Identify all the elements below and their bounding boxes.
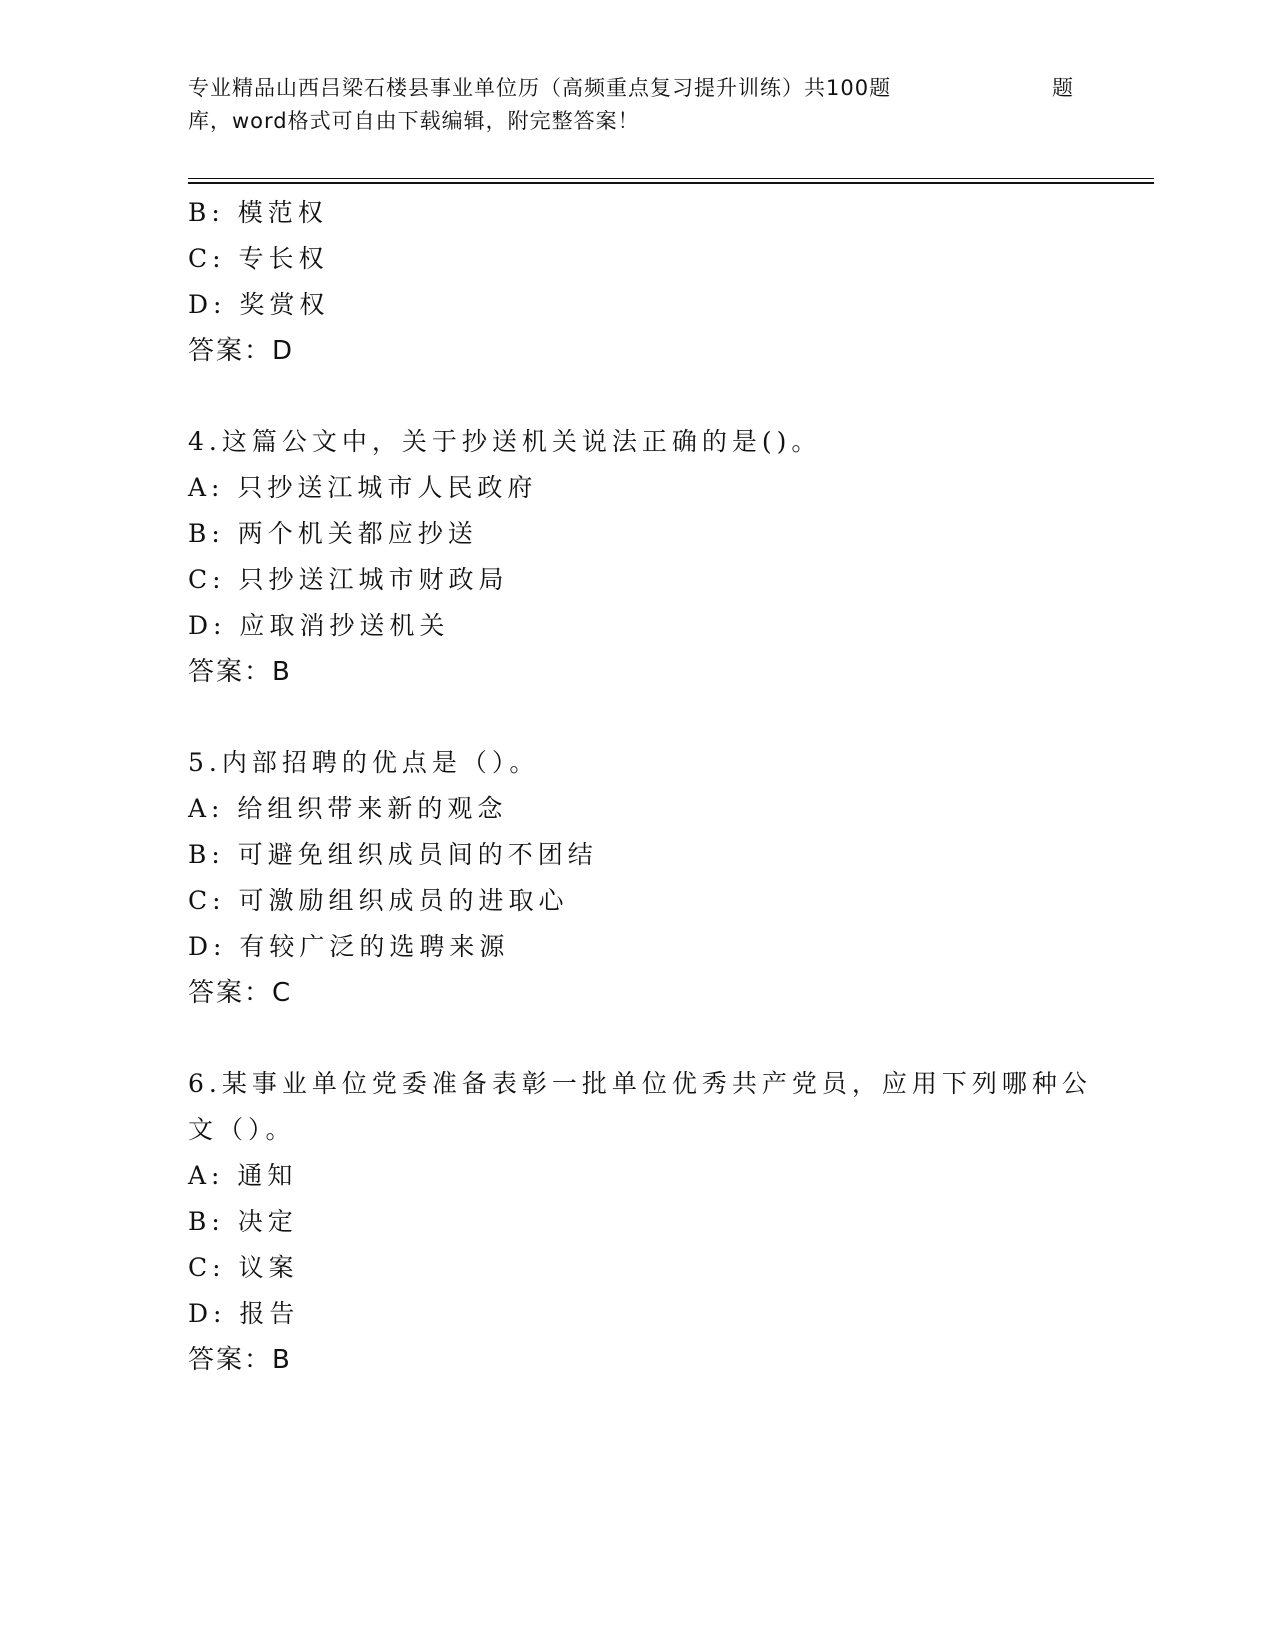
option-c: C: 专长权 xyxy=(188,244,329,273)
option-b: B: 可避免组织成员间的不团结 xyxy=(188,840,598,869)
header-divider-thin xyxy=(188,178,1154,179)
question-stem-line-2: 文（）。 xyxy=(188,1115,296,1144)
option-d: D: 奖赏权 xyxy=(188,290,330,319)
option-c: C: 可激励组织成员的进取心 xyxy=(188,886,569,915)
answer-line: 答案：B xyxy=(188,657,292,687)
option-b: B: 决定 xyxy=(188,1207,298,1236)
header-title: 专业精品山西吕梁石楼县事业单位历（高频重点复习提升训练）共100题 xyxy=(188,76,892,100)
question-block-5 xyxy=(188,740,1148,1016)
option-a: A: 只抄送江城市人民政府 xyxy=(188,473,538,502)
option-d: D: 有较广泛的选聘来源 xyxy=(188,932,510,961)
question-stem: 5.内部招聘的优点是（）。 xyxy=(188,748,540,777)
prev-question-block xyxy=(188,190,1148,374)
header-line-1 xyxy=(188,72,1148,105)
option-a: A: 通知 xyxy=(188,1161,298,1190)
option-a: A: 给组织带来新的观念 xyxy=(188,794,508,823)
option-d: D: 应取消抄送机关 xyxy=(188,611,450,640)
answer-line: 答案：B xyxy=(188,1345,292,1375)
question-block-4 xyxy=(188,419,1148,695)
option-c: C: 只抄送江城市财政局 xyxy=(188,565,509,594)
header-divider-thick xyxy=(188,182,1154,184)
spacer xyxy=(188,1016,1148,1061)
option-b: B: 两个机关都应抄送 xyxy=(188,519,478,548)
answer-line: 答案：D xyxy=(188,336,295,366)
question-stem-line-1: 6.某事业单位党委准备表彰一批单位优秀共产党员，应用下列哪种公 xyxy=(188,1069,1092,1098)
header-title-tail: 题 xyxy=(1052,76,1074,100)
page-header xyxy=(188,72,1148,138)
spacer xyxy=(188,374,1148,419)
question-stem: 4.这篇公文中，关于抄送机关说法正确的是()。 xyxy=(188,427,822,456)
header-line-2: 库，word格式可自由下载编辑，附完整答案！ xyxy=(188,109,640,133)
spacer xyxy=(188,695,1148,740)
option-d: D: 报告 xyxy=(188,1299,300,1328)
option-b: B: 模范权 xyxy=(188,198,328,227)
question-block-6 xyxy=(188,1061,1148,1383)
option-c: C: 议案 xyxy=(188,1253,299,1282)
document-body xyxy=(188,190,1148,1383)
answer-line: 答案：C xyxy=(188,978,293,1008)
